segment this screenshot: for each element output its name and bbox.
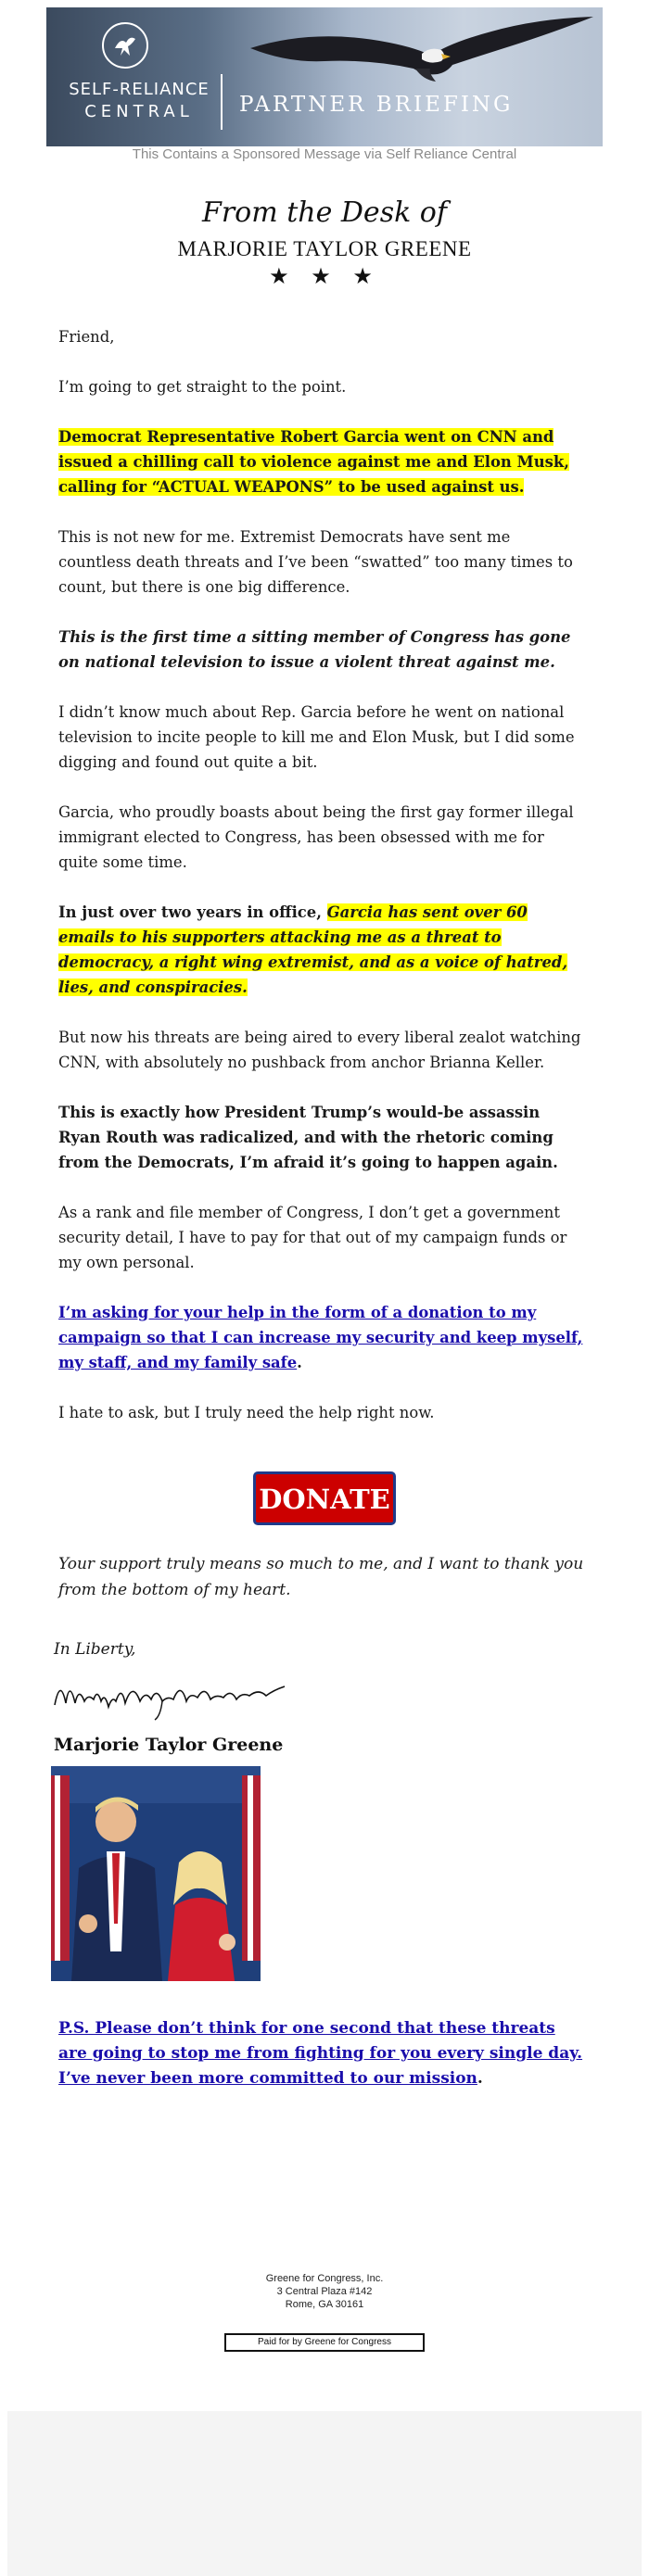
letterhead-name: MARJORIE TAYLOR GREENE (177, 237, 472, 260)
brand-name-line2: CENTRAL (84, 102, 194, 121)
paragraph: Garcia, who proudly boasts about being the first gay former illegal immigrant elected to Congress, has been obsessed with me for quite some time. (58, 803, 574, 871)
paragraph: But now his threats are being aired to every liberal zealot watching CNN, with absolutely no pushback from anchor Brianna Keller. (58, 1029, 581, 1071)
footer-org: Greene for Congress, Inc. (265, 2273, 384, 2284)
donate-container (0, 1471, 649, 1525)
paragraph: I’m going to get straight to the point. (58, 378, 347, 396)
header-banner (46, 7, 603, 146)
thanks-note: Your support truly means so much to me, and I want to thank you from the bottom of my heart. (58, 1555, 584, 1599)
paragraph-highlighted (58, 424, 587, 499)
donate-button[interactable]: DONATE (253, 1471, 396, 1525)
footer-gray-area (7, 2411, 642, 2576)
highlighted-text: Garcia has sent over 60 emails to his supporters attacking me as a threat to democracy, a right wing extremist, and as a voice of hatred, lies, and conspiracies. (58, 903, 568, 996)
paragraph-bold-italic: This is the first time a sitting member of Congress has gone on national television to issue a violent threat against me. (58, 628, 571, 671)
paragraph: I didn’t know much about Rep. Garcia before he went on national television to incite people to kill me and Elon Musk, but I did some digging and found out quite a bit. (58, 703, 575, 771)
donation-link[interactable]: I’m asking for your help in the form of a donation to my campaign so that I can increase my security and keep myself, my staff, and my family safe (58, 1304, 583, 1371)
banner-title: PARTNER BRIEFING (239, 93, 514, 117)
footer-address (0, 2272, 649, 2311)
postscript-link[interactable]: P.S. Please don’t think for one second that these threats are going to stop me from fighting for you every single day. I’ve never been more committed to our mission (58, 2019, 583, 2088)
paragraph-bold: This is exactly how President Trump’s would-be assassin Ryan Routh was radicalized, and with the rhetoric coming from the Democrats, I’m afraid it’s going to happen again. (58, 1104, 558, 1171)
closing-text: In Liberty, (54, 1640, 136, 1659)
highlighted-text: Democrat Representative Robert Garcia went on CNN and issued a chilling call to violence against me and Elon Musk, calling for “ACTUAL WEAPONS” to be used against us. (58, 428, 569, 496)
lead-text: In just over two years in office, (58, 903, 327, 921)
banner-divider (221, 74, 223, 130)
eagle-seal-icon (102, 22, 148, 69)
signature-name: Marjorie Taylor Greene (54, 1735, 284, 1755)
sponsor-note: This Contains a Sponsored Message via Self Reliance Central (132, 146, 517, 162)
stars-divider: ★ ★ ★ (269, 263, 380, 289)
paragraph-donation-link: I’m asking for your help in the form of a donation to my campaign so that I can increase my security and keep myself, my staff, and my family safe. (58, 1304, 583, 1371)
footer-city: Rome, GA 30161 (285, 2299, 364, 2310)
paragraph: I hate to ask, but I truly need the help right now. (58, 1404, 435, 1421)
brand-name-line1: SELF-RELIANCE (69, 80, 210, 99)
campaign-photo (51, 1766, 261, 1981)
from-desk-heading: From the Desk of (202, 196, 447, 229)
handwritten-signature (51, 1668, 292, 1724)
paid-for-disclaimer: Paid for by Greene for Congress (224, 2333, 425, 2352)
paragraph-mixed (58, 900, 587, 1000)
paragraph: This is not new for me. Extremist Democrats have sent me countless death threats and I’ve been “swatted” too many times to count, but there is one big difference. (58, 528, 573, 596)
eagle-image (232, 11, 603, 104)
postscript: P.S. Please don’t think for one second that these threats are going to stop me from fighting for you every single day. I’ve never been more committed to our mission. (58, 2019, 583, 2088)
greeting: Friend, (58, 328, 115, 346)
letter-body (58, 324, 587, 1450)
paragraph: As a rank and file member of Congress, I don’t get a government security detail, I have to pay for that out of my campaign funds or my own personal. (58, 1204, 567, 1271)
footer-street: 3 Central Plaza #142 (276, 2286, 373, 2297)
